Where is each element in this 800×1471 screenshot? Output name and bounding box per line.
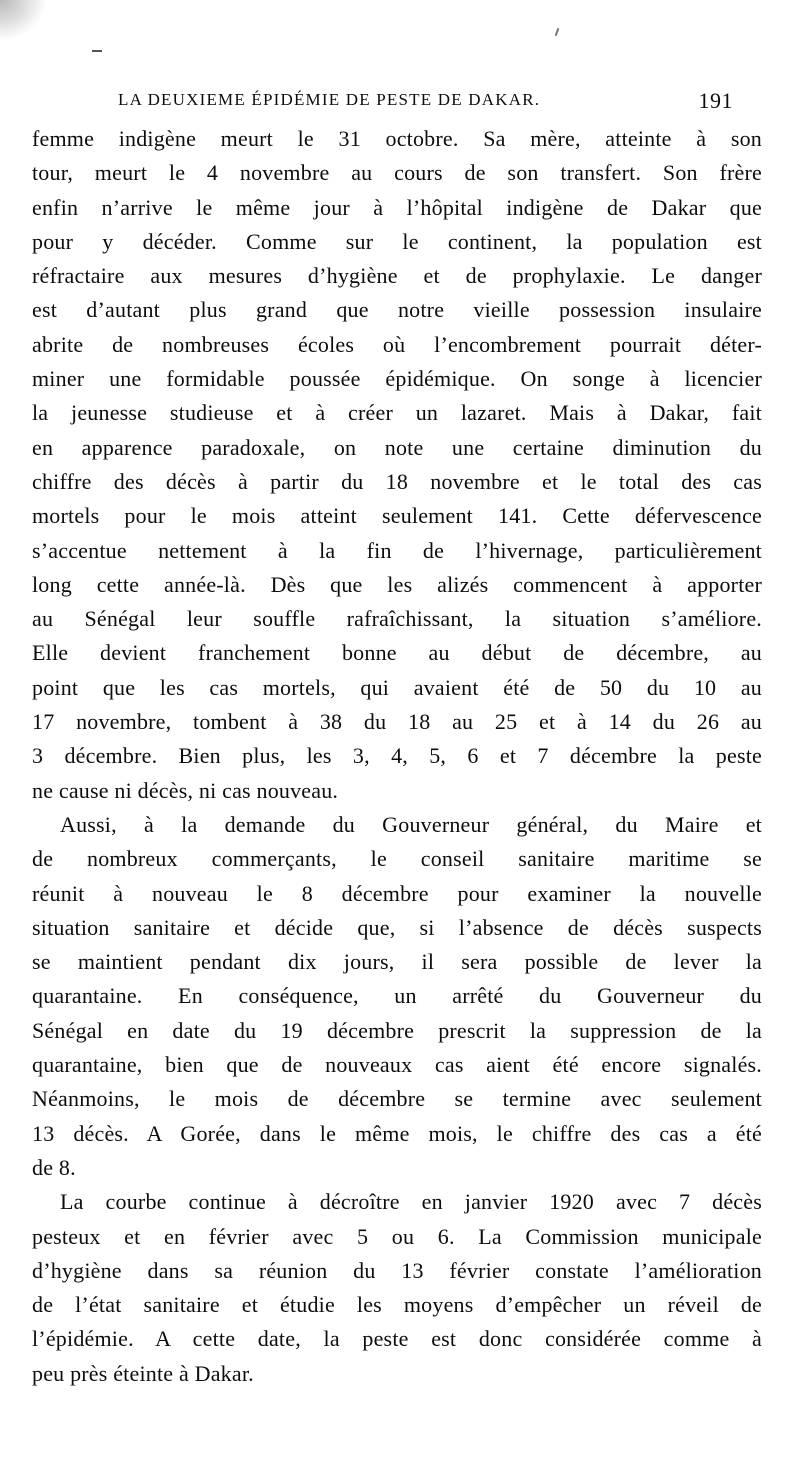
text-line: réfractaire aux mesures d’hygiène et de prophylaxie. Le danger [32,263,762,289]
text-line: d’hygiène dans sa réunion du 13 février constate l’amélioration [32,1257,762,1283]
scan-corner-smudge [0,0,46,40]
text-line: quarantaine. En conséquence, un arrêté du Gouverneur du [32,983,762,1009]
page-header [118,88,733,118]
text-line: quarantaine, bien que de nouveaux cas aient été encore signalés. [32,1052,762,1078]
text-line: réunit à nouveau le 8 décembre pour examiner la nouvelle [32,880,762,906]
text-line: se maintient pendant dix jours, il sera possible de lever la [32,949,762,975]
text-line: chiffre des décès à partir du 18 novembre et le total des cas [32,468,762,494]
text-line: mortels pour le mois atteint seulement 141. Cette défervescence [32,503,762,529]
text-line: pour y décéder. Comme sur le continent, la population est [32,228,762,254]
text-line: peu près éteinte à Dakar. [32,1360,254,1386]
text-line: situation sanitaire et décide que, si l’absence de décès suspects [32,914,762,940]
text-line: est d’autant plus grand que notre vieille possession insulaire [32,297,762,323]
paragraph-2 [32,808,762,1185]
text-line: 3 décembre. Bien plus, les 3, 4, 5, 6 et 7 décembre la peste [32,743,762,769]
text-line: 13 décès. A Gorée, dans le même mois, le chiffre des cas a été [32,1120,762,1146]
text-line: point que les cas mortels, qui avaient été de 50 du 10 au [32,674,762,700]
text-line: en apparence paradoxale, on note une certaine diminution du [32,434,762,460]
paragraph-1 [32,122,762,808]
ink-tick-mark [555,28,560,36]
text-line: tour, meurt le 4 novembre au cours de son transfert. Son frère [32,160,762,186]
page-number: 191 [698,88,733,113]
text-line: l’épidémie. A cette date, la peste est donc considérée comme à [32,1326,762,1352]
text-line: ne cause ni décès, ni cas nouveau. [32,777,339,803]
text-line: 17 novembre, tombent à 38 du 18 au 25 et à 14 du 26 au [32,709,762,735]
text-line: La courbe continue à décroître en janvier 1920 avec 7 décès [60,1189,762,1215]
body-text [32,122,762,1391]
text-line: miner une formidable poussée épidémique. On songe à licencier [32,366,762,392]
text-line: enfin n’arrive le même jour à l’hôpital indigène de Dakar que [32,194,762,220]
text-line: Aussi, à la demande du Gouverneur général, du Maire et [60,811,762,837]
text-line: Sénégal en date du 19 décembre prescrit la suppression de la [32,1017,762,1043]
text-line: au Sénégal leur souffle rafraîchissant, la situation s’améliore. [32,606,762,632]
paragraph-3 [32,1185,762,1391]
text-line: la jeunesse studieuse et à créer un lazaret. Mais à Dakar, fait [32,400,762,426]
text-line: long cette année-là. Dès que les alizés commencent à apporter [32,571,762,597]
ink-dash-mark [92,50,102,52]
text-line: s’accentue nettement à la fin de l’hivernage, particulièrement [32,537,762,563]
text-line: de l’état sanitaire et étudie les moyens d’empêcher un réveil de [32,1292,762,1318]
text-line: abrite de nombreuses écoles où l’encombrement pourrait déter- [32,331,762,357]
text-line: de nombreux commerçants, le conseil sanitaire maritime se [32,846,762,872]
text-line: Elle devient franchement bonne au début de décembre, au [32,640,762,666]
text-line: pesteux et en février avec 5 ou 6. La Commission municipale [32,1223,762,1249]
text-line: femme indigène meurt le 31 octobre. Sa mère, atteinte à son [32,126,762,151]
text-line: de 8. [32,1154,76,1180]
text-line: Néanmoins, le mois de décembre se termine avec seulement [32,1086,762,1112]
running-title: LA DEUXIEME ÉPIDÉMIE DE PESTE DE DAKAR. [118,90,541,109]
